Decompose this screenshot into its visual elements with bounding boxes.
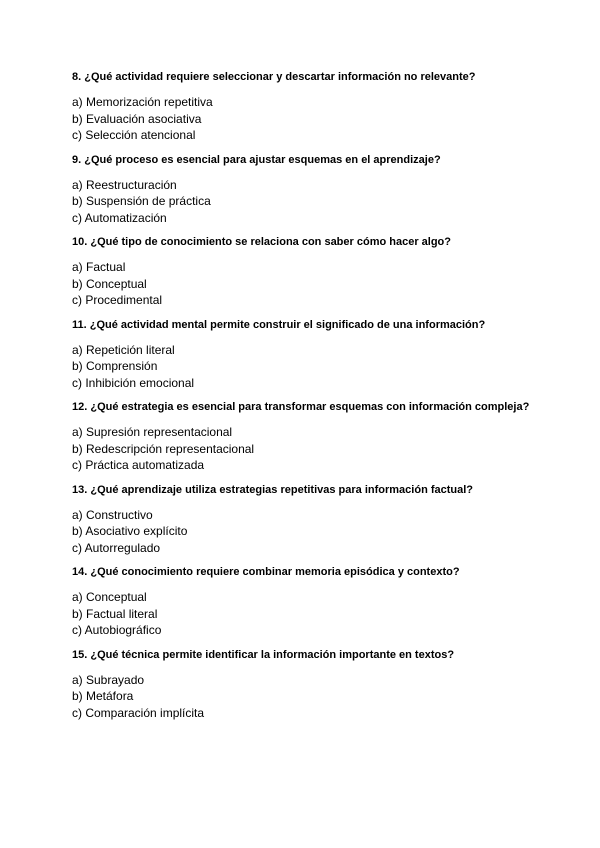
question-block — [72, 235, 532, 309]
answer-option: c) Selección atencional — [72, 128, 196, 142]
question-block — [72, 648, 532, 722]
answer-option: a) Supresión representacional — [72, 425, 233, 439]
answer-option: b) Comprensión — [72, 359, 158, 373]
answer-option: c) Procedimental — [72, 293, 163, 307]
answer-option: c) Inhibición emocional — [72, 375, 195, 390]
question-block — [72, 400, 532, 474]
answer-option: b) Asociativo explícito — [72, 524, 188, 538]
answer-option: c) Automatización — [72, 210, 167, 225]
answer-option: c) Autorregulado — [72, 540, 161, 555]
answer-option: b) Suspensión de práctica — [72, 194, 211, 208]
question-block — [72, 70, 532, 144]
answer-option: b) Redescripción representacional — [72, 441, 255, 456]
answer-options — [72, 589, 532, 639]
answer-option: b) Conceptual — [72, 276, 147, 291]
answer-options — [72, 94, 532, 144]
answer-options — [72, 672, 532, 722]
answer-option: a) Memorización repetitiva — [72, 95, 213, 109]
question-block — [72, 565, 532, 639]
question-text: 14. ¿Qué conocimiento requiere combinar memoria episódica y contexto? — [72, 566, 460, 578]
question-block — [72, 483, 532, 557]
question-text: 11. ¿Qué actividad mental permite construir el significado de una información? — [72, 318, 486, 331]
answer-option: c) Autobiográfico — [72, 623, 162, 637]
answer-option: c) Comparación implícita — [72, 705, 205, 720]
question-block — [72, 318, 532, 392]
answer-option: b) Metáfora — [72, 689, 134, 703]
answer-options — [72, 342, 532, 392]
answer-option: a) Reestructuración — [72, 177, 177, 192]
answer-option: a) Subrayado — [72, 672, 145, 687]
question-block — [72, 153, 532, 227]
answer-options — [72, 259, 532, 309]
question-list — [72, 70, 532, 730]
question-text: 8. ¿Qué actividad requiere seleccionar y descartar información no relevante? — [72, 71, 476, 83]
answer-option: b) Factual literal — [72, 606, 158, 621]
question-text: 9. ¿Qué proceso es esencial para ajustar esquemas en el aprendizaje? — [72, 153, 441, 166]
answer-option: b) Evaluación asociativa — [72, 111, 202, 126]
question-text: 15. ¿Qué técnica permite identificar la información importante en textos? — [72, 648, 455, 661]
answer-option: a) Conceptual — [72, 590, 147, 604]
answer-options — [72, 424, 532, 474]
answer-options — [72, 507, 532, 557]
answer-option: a) Repetición literal — [72, 342, 175, 357]
question-text: 13. ¿Qué aprendizaje utiliza estrategias repetitivas para información factual? — [72, 483, 474, 496]
answer-option: a) Constructivo — [72, 507, 153, 522]
question-text: 10. ¿Qué tipo de conocimiento se relaciona con saber cómo hacer algo? — [72, 236, 451, 248]
answer-option: a) Factual — [72, 260, 126, 274]
answer-options — [72, 177, 532, 227]
answer-option: c) Práctica automatizada — [72, 458, 205, 472]
question-text: 12. ¿Qué estrategia es esencial para transformar esquemas con información compleja? — [72, 401, 530, 413]
